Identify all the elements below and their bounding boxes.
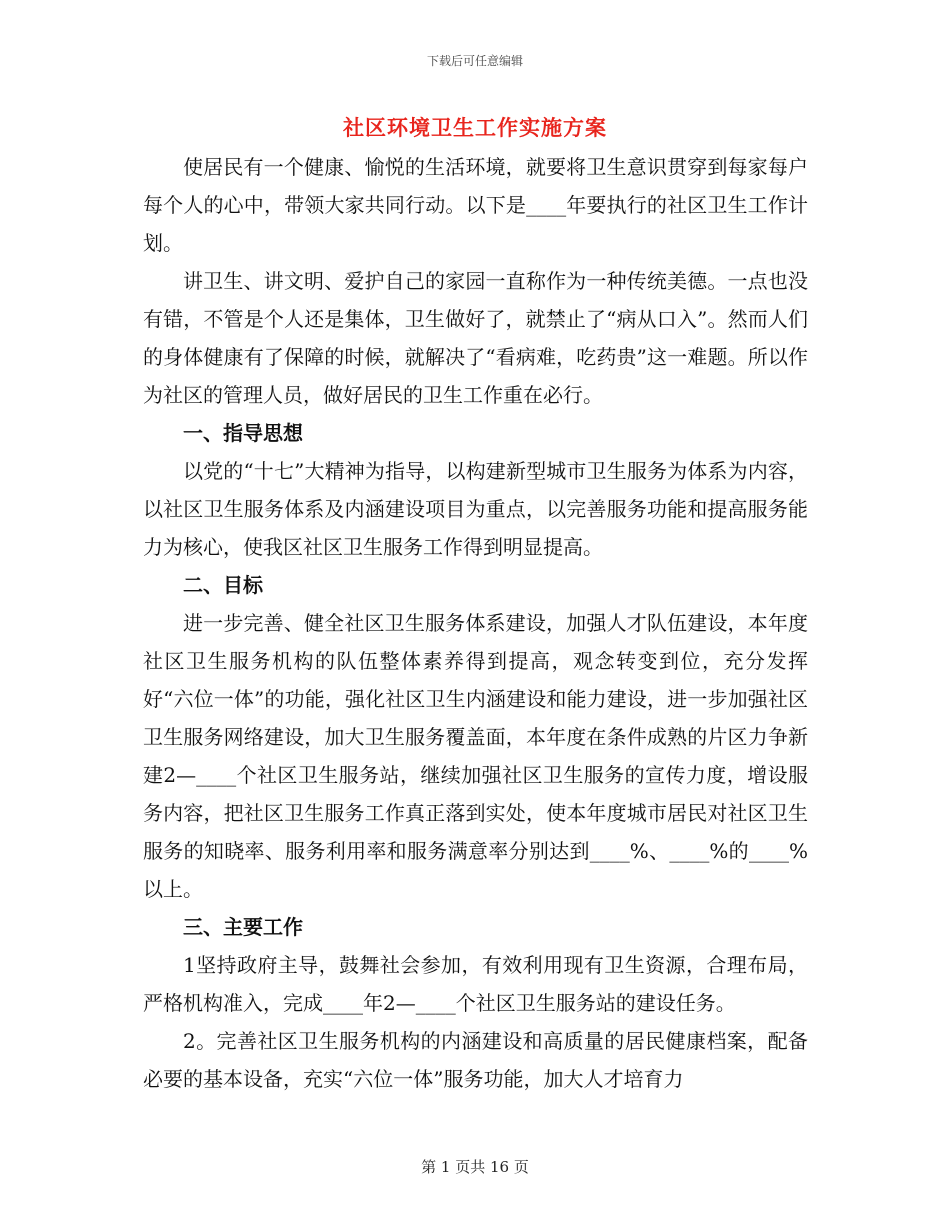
paragraph-work-item-1: 1坚持政府主导，鼓舞社会参加，有效利用现有卫生资源，合理布局，严格机构准入，完成____年2—____个社区卫生服务站的建设任务。 (143, 953, 808, 1015)
paragraph-hygiene: 讲卫生、讲文明、爱护自己的家园一直称作为一种传统美德。一点也没有错，不管是个人还是集体，卫生做好了，就禁止了“病从口入”。然而人们的身体健康有了保障的时候，就解决了“看病难，吃药贵”这一难题。所以作为社区的管理人员，做好居民的卫生工作重在必行。 (143, 269, 808, 407)
paragraph-goals: 进一步完善、健全社区卫生服务体系建设，加强人才队伍建设，本年度社区卫生服务机构的队伍整体素养得到提高，观念转变到位，充分发挥好“六位一体”的功能，强化社区卫生内涵建设和能力建设，进一步加强社区卫生服务网络建设，加大卫生服务覆盖面，本年度在条件成熟的片区力争新建2—____个社区卫生服务站，继续加强社区卫生服务的宣传力度，增设服务内容，把社区卫生服务工作真正落到实处，使本年度城市居民对社区卫生服务的知晓率、服务利用率和服务满意率分别达到____%、____%的____%以上。 (143, 611, 808, 901)
paragraph-guiding-ideology: 以党的“十七”大精神为指导，以构建新型城市卫生服务为体系为内容，以社区卫生服务体系及内涵建设项目为重点，以完善服务功能和提高服务能力为核心，使我区社区卫生服务工作得到明显提高。 (143, 459, 808, 559)
section-heading-goals: 二、目标 (183, 573, 263, 597)
section-heading-main-work: 三、主要工作 (183, 915, 303, 939)
page-header-note: 下载后可任意编辑 (426, 54, 523, 68)
document-title: 社区环境卫生工作实施方案 (343, 116, 607, 140)
paragraph-intro: 使居民有一个健康、愉悦的生活环境，就要将卫生意识贯穿到每家每户每个人的心中，带领大家共同行动。以下是____年要执行的社区卫生工作计划。 (143, 155, 808, 255)
section-heading-guiding-ideology: 一、指导思想 (183, 421, 303, 445)
page-number-footer: 第 1 页共 16 页 (421, 1158, 529, 1176)
document-body (143, 148, 808, 1098)
paragraph-work-item-2: 2。完善社区卫生服务机构的内涵建设和高质量的居民健康档案，配备必要的基本设备，充实“六位一体”服务功能，加大人才培育力 (143, 1029, 808, 1091)
